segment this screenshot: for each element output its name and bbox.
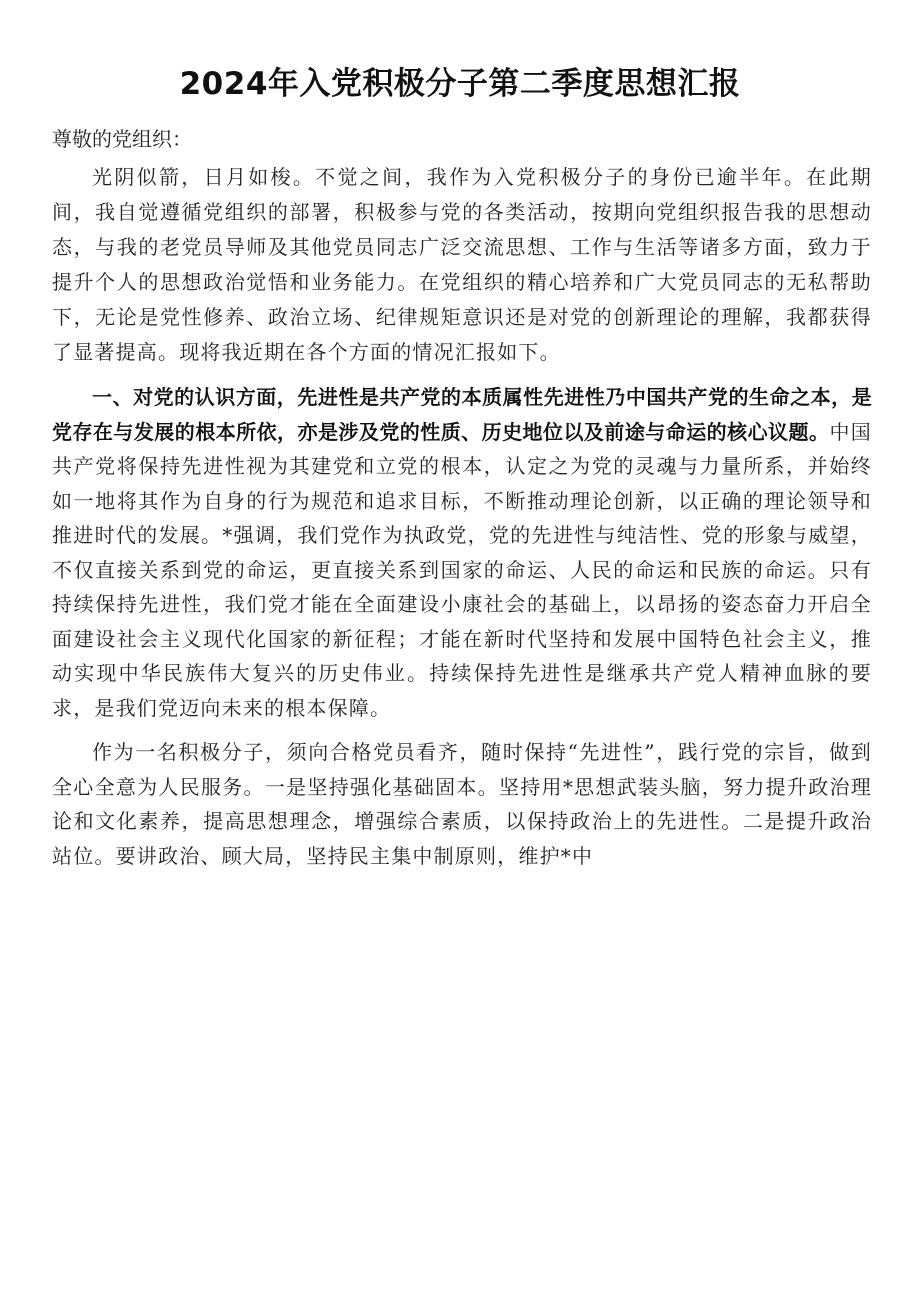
section-heading-party-understanding: 一、对党的认识方面，先进性是共产党的本质属性先进性乃中国共产党的生命之本，是党存在与发展的根本所依，亦是涉及党的性质、历史地位以及前途与命运的核心议题。 xyxy=(52,385,872,444)
paragraph-activist-commitment xyxy=(52,735,872,873)
document-body xyxy=(52,124,872,873)
document-title: 2024年入党积极分子第二季度思想汇报 xyxy=(179,66,741,102)
paragraph-party-understanding xyxy=(52,380,872,725)
paragraph-activist-commitment-text: 作为一名积极分子，须向合格党员看齐，随时保持“先进性”，践行党的宗旨，做到全心全意为人民服务。一是坚持强化基础固本。坚持用*思想武装头脑，努力提升政治理论和文化素养，提高思想理念，增强综合素质，以保持政治上的先进性。二是提升政治站位。要讲政治、顾大局，坚持民主集中制原则，维护*中 xyxy=(52,740,872,868)
paragraph-intro-text: 光阴似箭，日月如梭。不觉之间，我作为入党积极分子的身份已逾半年。在此期间，我自觉遵循党组织的部署，积极参与党的各类活动，按期向党组织报告我的思想动态，与我的老党员导师及其他党员同志广泛交流思想、工作与生活等诸多方面，致力于提升个人的思想政治觉悟和业务能力。在党组织的精心培养和广大党员同志的无私帮助下，无论是党性修养、政治立场、纪律规矩意识还是对党的创新理论的理解，我都获得了显著提高。现将我近期在各个方面的情况汇报如下。 xyxy=(52,165,872,364)
paragraph-party-understanding-text: 中国共产党将保持先进性视为其建党和立党的根本，认定之为党的灵魂与力量所系，并始终如一地将其作为自身的行为规范和追求目标，不断推动理论创新，以正确的理论领导和推进时代的发展。*强调，我们党作为执政党，党的先进性与纯洁性、党的形象与威望，不仅直接关系到党的命运，更直接关系到国家的命运、人民的命运和民族的命运。只有持续保持先进性，我们党才能在全面建设小康社会的基础上，以昂扬的姿态奋力开启全面建设社会主义现代化国家的新征程；才能在新时代坚持和发展中国特色社会主义，推动实现中华民族伟大复兴的历史伟业。持续保持先进性是继承共产党人精神血脉的要求，是我们党迈向未来的根本保障。 xyxy=(52,419,872,720)
paragraph-intro xyxy=(52,160,872,370)
salutation: 尊敬的党组织： xyxy=(52,127,192,151)
